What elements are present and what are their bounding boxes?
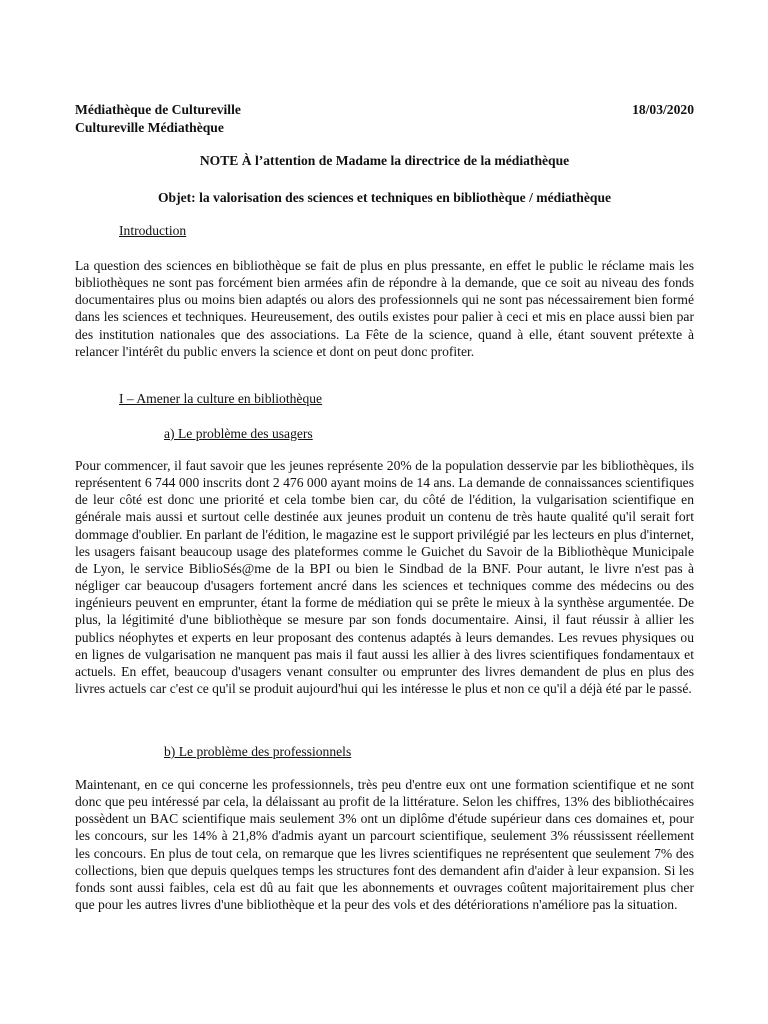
note-title: NOTE À l’attention de Madame la directrice de la médiathèque [199, 153, 570, 168]
part1b-heading: b) Le problème des professionnels [164, 744, 352, 759]
letter-header [75, 101, 694, 119]
introduction-paragraph: La question des sciences en bibliothèque se fait de plus en plus pressante, en effet le public le réclame mais les bibliothèques ne sont pas forcément bien armées afin de répondre à la demande, que ce soit au niveau des fonds documentaires plus ou moins bien adaptés ou alors des professionnels qui ne sont pas nécessairement bien formé dans les sciences et techniques. Heureusement, des outils existes pour palier à ceci et mis en place aussi bien par des institution nationales que des associations. La Fête de la science, quand à elle, étant souvent prétexte à relancer l'intérêt du public envers la science et dont on peut donc profiter. [75, 258, 694, 359]
part1-heading: I – Amener la culture en bibliothèque [119, 391, 323, 406]
part1a-paragraph: Pour commencer, il faut savoir que les jeunes représente 20% de la population desservie par les bibliothèques, ils représentent 6 744 000 inscrits dont 2 476 000 ayant moins de 14 ans. La demande de connaissances scientifiques de leur côté est donc une priorité et cela tombe bien car, du côté de l'édition, la vulgarisation scientifique en générale mais aussi et surtout celle destinée aux jeunes produit un contenu de très haute qualité qu'il serait fort dommage d'oublier. En parlant de l'édition, le magazine est le support privilégié par les lecteurs en plus d'internet, les usagers faisant beaucoup usage des plateformes comme le Guichet du Savoir de la Bibliothèque Municipale de Lyon, le service BiblioSés@me de la BPI ou bien le Sindbad de la BNF. Pour autant, le livre n'est pas à négliger car beaucoup d'usagers fortement ancré dans les sciences et techniques comme des médecins ou des ingénieurs peuvent en emprunter, étant la forme de médiation qui se prête le mieux à la synthèse argumentée. De plus, la légitimité d'une bibliothèque se mesure par son fonds documentaire. Ainsi, il faut réussir à allier les publics néophytes et experts en leur proposant des contenus adaptés à leurs demandes. Les revues physiques ou en lignes de vulgarisation ne manquent pas mais il faut aussi les allier à des livres scientifiques fondamentaux et actuels. En effet, beaucoup d'usagers venant consulter ou emprunter des livres demandent de plus en plus des livres actuels car c'est ce qu'il se produit aujourd'hui qui les intéresse le plus et non ce qu'il a déjà été par le passé. [75, 458, 694, 697]
letter-date: 18/03/2020 [632, 102, 694, 117]
organization-name-alt: Cultureville Médiathèque [75, 120, 224, 135]
document-page [75, 0, 694, 1024]
object-title: Objet: la valorisation des sciences et techniques en bibliothèque / médiathèque [157, 190, 612, 205]
part1a-heading: a) Le problème des usagers [164, 426, 313, 441]
introduction-heading: Introduction [119, 223, 187, 238]
part1b-paragraph: Maintenant, en ce qui concerne les professionnels, très peu d'entre eux ont une formation scientifique et ne sont donc que peu intéressé par cela, la délaissant au profit de la littérature. Selon les chiffres, 13% des bibliothécaires possèdent un BAC scientifique mais seulement 3% ont un diplôme d'étude supérieur dans ces domaines et, pour les concours, sur les 14% à 21,8% d'admis ayant un parcourt scientifique, seulement 3% réussissent réellement les concours. En plus de tout cela, on remarque que les livres scientifiques ne représentent que seulement 7% des collections, bien que depuis quelques temps les structures font des demandent afin d'aider à leur expansion. Si les fonds sont aussi faibles, cela est dû au fait que les abonnements et ouvrages coûtent majoritairement plus cher que pour les autres livres d'une bibliothèque et la peur des vols et des détériorations n'améliore pas la situation. [75, 777, 694, 913]
organization-name: Médiathèque de Cultureville [75, 102, 241, 117]
